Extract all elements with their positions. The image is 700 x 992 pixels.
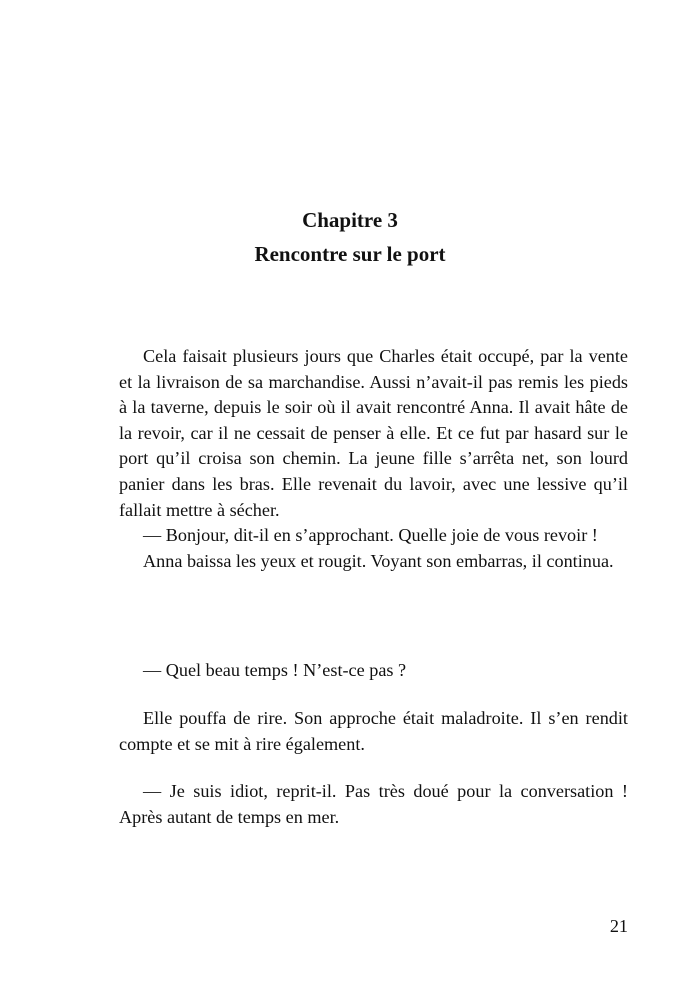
chapter-number: Chapitre 3 — [302, 208, 398, 232]
paragraph: — Bonjour, dit-il en s’approchant. Quelle joie de vous revoir ! — [143, 525, 598, 546]
text-block — [119, 344, 628, 574]
text-block — [119, 706, 628, 757]
chapter-title: Rencontre sur le port — [254, 242, 446, 266]
paragraph: Anna baissa les yeux et rougit. Voyant son embarras, il continua. — [143, 550, 614, 571]
paragraph: — Je suis idiot, reprit-il. Pas très doué pour la conversation ! Après autant de temps en mer. — [119, 781, 628, 827]
paragraph: — Quel beau temps ! N’est-ce pas ? — [143, 660, 407, 680]
paragraph: Elle pouffa de rire. Son approche était maladroite. Il s’en rendit compte et se mit à rire également. — [119, 708, 628, 754]
text-block — [119, 658, 628, 684]
page-number: 21 — [609, 916, 628, 936]
paragraph: Cela faisait plusieurs jours que Charles était occupé, par la vente et la livraison de sa marchandise. Aussi n’avait-il pas remis les pieds à la taverne, depuis le soir où il avait rencontré Anna. Il avait hâte de la revoir, car il ne cessait de penser à elle. Et ce fut par hasard sur le port qu’il croisa son chemin. La jeune fille s’arrêta net, son lourd panier dans les bras. Elle revenait du lavoir, avec une lessive qu’il fallait mettre à sécher. — [119, 346, 628, 520]
text-block — [119, 779, 628, 830]
